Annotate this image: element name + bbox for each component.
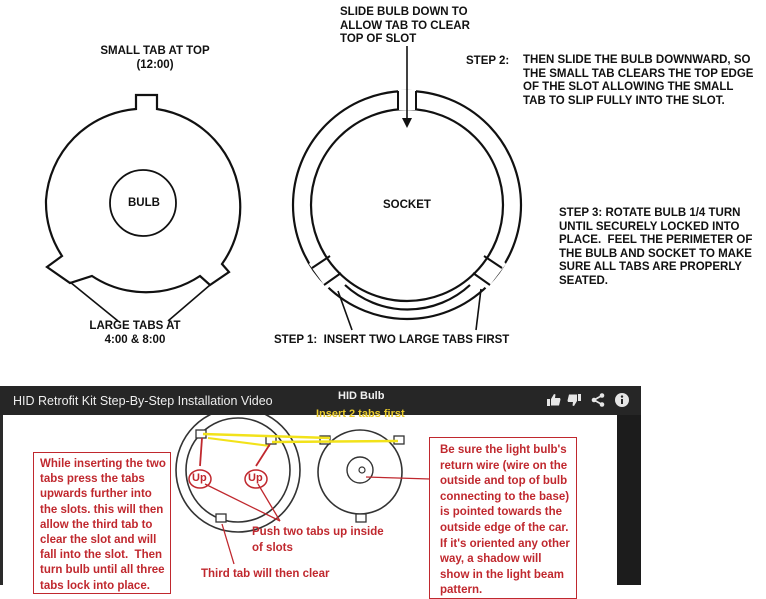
video-arrow-up-left	[200, 438, 202, 466]
step2-heading: STEP 2:	[466, 55, 510, 67]
video-side-letterbox	[617, 415, 641, 585]
large-tab-pointer-right	[168, 285, 210, 321]
video-bulb-dot	[359, 467, 365, 473]
step1-pointer-left	[338, 291, 352, 330]
video-arrow-third-tab	[222, 524, 234, 564]
video-up-label-left: Up	[192, 472, 207, 484]
thumbs-up-icon[interactable]	[546, 392, 562, 408]
video-bulb-center	[347, 457, 373, 483]
socket-label: SOCKET	[383, 199, 431, 211]
video-socket-outer	[176, 408, 300, 532]
slide-bulb-label: SLIDE BULB DOWN TO ALLOW TAB TO CLEAR TOP OF SLOT	[340, 6, 470, 45]
video-yellow-line-mid	[272, 441, 398, 442]
video-push-tabs-label: Push two tabs up inside of slots	[252, 526, 384, 554]
video-right-note: Be sure the light bulb's return wire (wire on the outside and top of bulb connecting to the base) is pointed towards the outside edge of the car. If it's oriented any other way, a shadow will show in the light beam pattern.	[440, 444, 570, 597]
video-arrow-wire	[366, 477, 430, 479]
video-hid-bulb-label: HID Bulb	[338, 390, 385, 402]
step2-text: THEN SLIDE THE BULB DOWNWARD, SO THE SMALL TAB CLEARS THE TOP EDGE OF THE SLOT ALLOWING THE SMALL TAB TO SLIP FULLY INTO THE SLOT.	[523, 54, 754, 107]
video-insert-tabs-label: Insert 2 tabs first	[316, 408, 405, 420]
step1-label: STEP 1: INSERT TWO LARGE TABS FIRST	[274, 334, 510, 346]
video-bulb-tab-bottom	[356, 514, 366, 522]
video-third-tab-label: Third tab will then clear	[201, 568, 330, 580]
large-tab-pointer-left	[70, 282, 118, 321]
large-tabs-label: LARGE TABS AT 4:00 & 8:00	[89, 320, 181, 346]
info-icon[interactable]	[614, 392, 630, 408]
slide-arrow-head	[402, 118, 412, 128]
bulb-label: BULB	[128, 197, 160, 209]
step3-text: STEP 3: ROTATE BULB 1/4 TURN UNTIL SECURELY LOCKED INTO PLACE. FEEL THE PERIMETER OF THE BULB AND SOCKET TO MAKE SURE ALL TABS ARE PROPERLY SEATED.	[559, 207, 753, 287]
video-left-edge	[0, 415, 3, 585]
small-tab-label: SMALL TAB AT TOP (12:00)	[100, 45, 210, 71]
video-left-note: While inserting the two tabs press the tabs upwards further into the slots. this will then allow the third tab to clear the slot and will fall into the slot. Then turn bulb until all three tabs lock into place.	[40, 458, 166, 592]
video-socket-tab-bottom	[216, 514, 226, 522]
inserted-bulb-arc	[345, 285, 470, 309]
video-yellow-line-diag	[208, 438, 270, 446]
video-up-label-right: Up	[248, 472, 263, 484]
thumbs-down-icon[interactable]	[566, 392, 582, 408]
bulb-outline	[46, 95, 240, 292]
video-title[interactable]: HID Retrofit Kit Step-By-Step Installation Video	[13, 394, 273, 408]
video-arrow-up-right	[256, 444, 270, 466]
share-icon[interactable]	[590, 392, 606, 408]
video-player[interactable]	[0, 386, 641, 597]
